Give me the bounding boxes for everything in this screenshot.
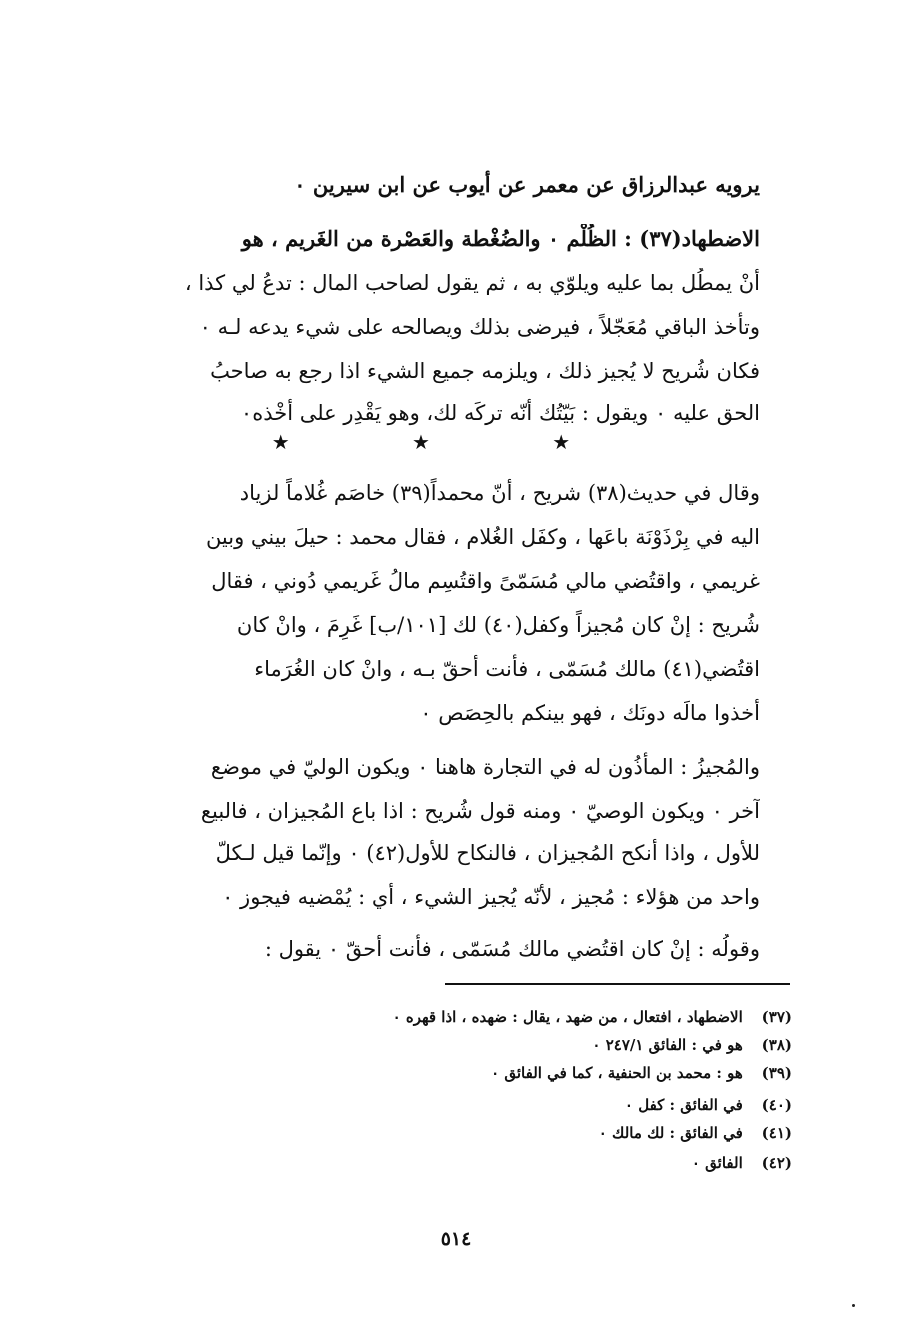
footnote: [592, 1034, 792, 1056]
footnote-text: الاضطهاد ، افتعال ، من ضهد ، يقال : ضهده ، اذا قهره ٠: [392, 1008, 743, 1026]
text-line: اليه في بِرْذَوْنَة باعَها ، وكفَل الغُلام ، فقال محمد : حيلَ بيني وبين: [205, 525, 760, 549]
text-line: الحق عليه ٠ ويقول : بَيّتُك أنّه تركَه لك، وهو يَقْدِر على أخْذه٠: [240, 401, 760, 425]
text-line: وتأْخذ الباقي مُعَجّلاً ، فيرضى بذلك ويصالحه على شيء يدعه لـه ٠: [199, 315, 760, 339]
text-line: غريمي ، واقتُضي مالي مُسَمّىً واقتُسِم مالُ غَريمي دُوني ، فقال: [211, 569, 760, 593]
footnote: [692, 1152, 792, 1174]
page-number: ٥١٤: [440, 1228, 472, 1250]
text-line: أخذوا مالَه دونَك ، فهو بينكم بالحِصَص ٠: [420, 701, 760, 725]
footnote-number: (٣٩): [761, 1064, 792, 1082]
footnote: [393, 1006, 792, 1028]
footnote-text: في الفائق : لك مالك ٠: [598, 1124, 743, 1142]
main-text: [140, 170, 760, 970]
footnote-number: (٣٨): [761, 1036, 792, 1054]
text-line: أنْ يمطُل بما عليه ويلوّي به ، ثم يقول لصاحب المال : تدعُ لي كذا ،: [184, 271, 760, 295]
scan-speck: [852, 1304, 855, 1307]
footnote-number: (٤٢): [761, 1154, 792, 1172]
text-line: الاضطهاد(٣٧) : الظُلْم ٠ والضُغْطة والعَصْرة من الغَريم ، هو: [241, 226, 760, 251]
footnote-number: (٤٠): [761, 1096, 792, 1114]
text-line: وقال في حديث(٣٨) شريح ، أنّ محمداً(٣٩) خاصَم غُلاماً لزياد: [239, 481, 760, 505]
text-line: فكان شُريح لا يُجيز ذلك ، ويلزمه جميع الشيء اذا رجع به صاحبُ: [210, 359, 760, 383]
footnote: [625, 1094, 792, 1116]
footnote-number: (٤١): [761, 1124, 792, 1142]
text-line: واحد من هؤلاء : مُجيز ، لأنّه يُجيز الشيء ، أي : يُمْضيه فيجوز ٠: [222, 885, 760, 909]
text-line: والمُجيزُ : المأذُون له في التجارة هاهنا ٠ ويكون الوليّ في موضع: [210, 755, 760, 779]
text-line: يرويه عبدالرزاق عن معمر عن أيوب عن ابن سيرين ٠: [294, 172, 760, 197]
footnote-text: في الفائق : كفل ٠: [624, 1096, 743, 1114]
text-line: آخر ٠ ويكون الوصيّ ٠ ومنه قول شُريح : اذا باع المُجيزان ، فالبيع: [200, 799, 760, 823]
footnote-divider: [445, 983, 790, 985]
text-line: للأول ، واذا أنكح المُجيزان ، فالنكاح للأول(٤٢) ٠ وإنّما قيل لـكلّ: [215, 841, 760, 865]
footnote: [491, 1062, 792, 1084]
footnote: [599, 1122, 792, 1144]
text-line: وقولُه : إنْ كان اقتُضي مالك مُسَمّى ، فأنت أحقّ ٠ يقول :: [264, 937, 760, 961]
text-line: اقتُضي(٤١) مالك مُسَمّى ، فأنت أحقّ بـه ، وانْ كان الغُرَماء: [254, 657, 760, 681]
footnote-text: الفائق ٠: [691, 1154, 743, 1172]
footnote-number: (٣٧): [761, 1008, 792, 1026]
section-separator: ★ ★ ★: [271, 430, 629, 454]
footnote-text: هو في : الفائق ٢٤٧/١ ٠: [592, 1036, 743, 1054]
text-line: شُريح : إنْ كان مُجيزاً وكفل(٤٠) لك [١٠١/ب] غَرِمَ ، وانْ كان: [236, 613, 760, 637]
footnote-text: هو : محمد بن الحنفية ، كما في الفائق ٠: [491, 1064, 743, 1082]
